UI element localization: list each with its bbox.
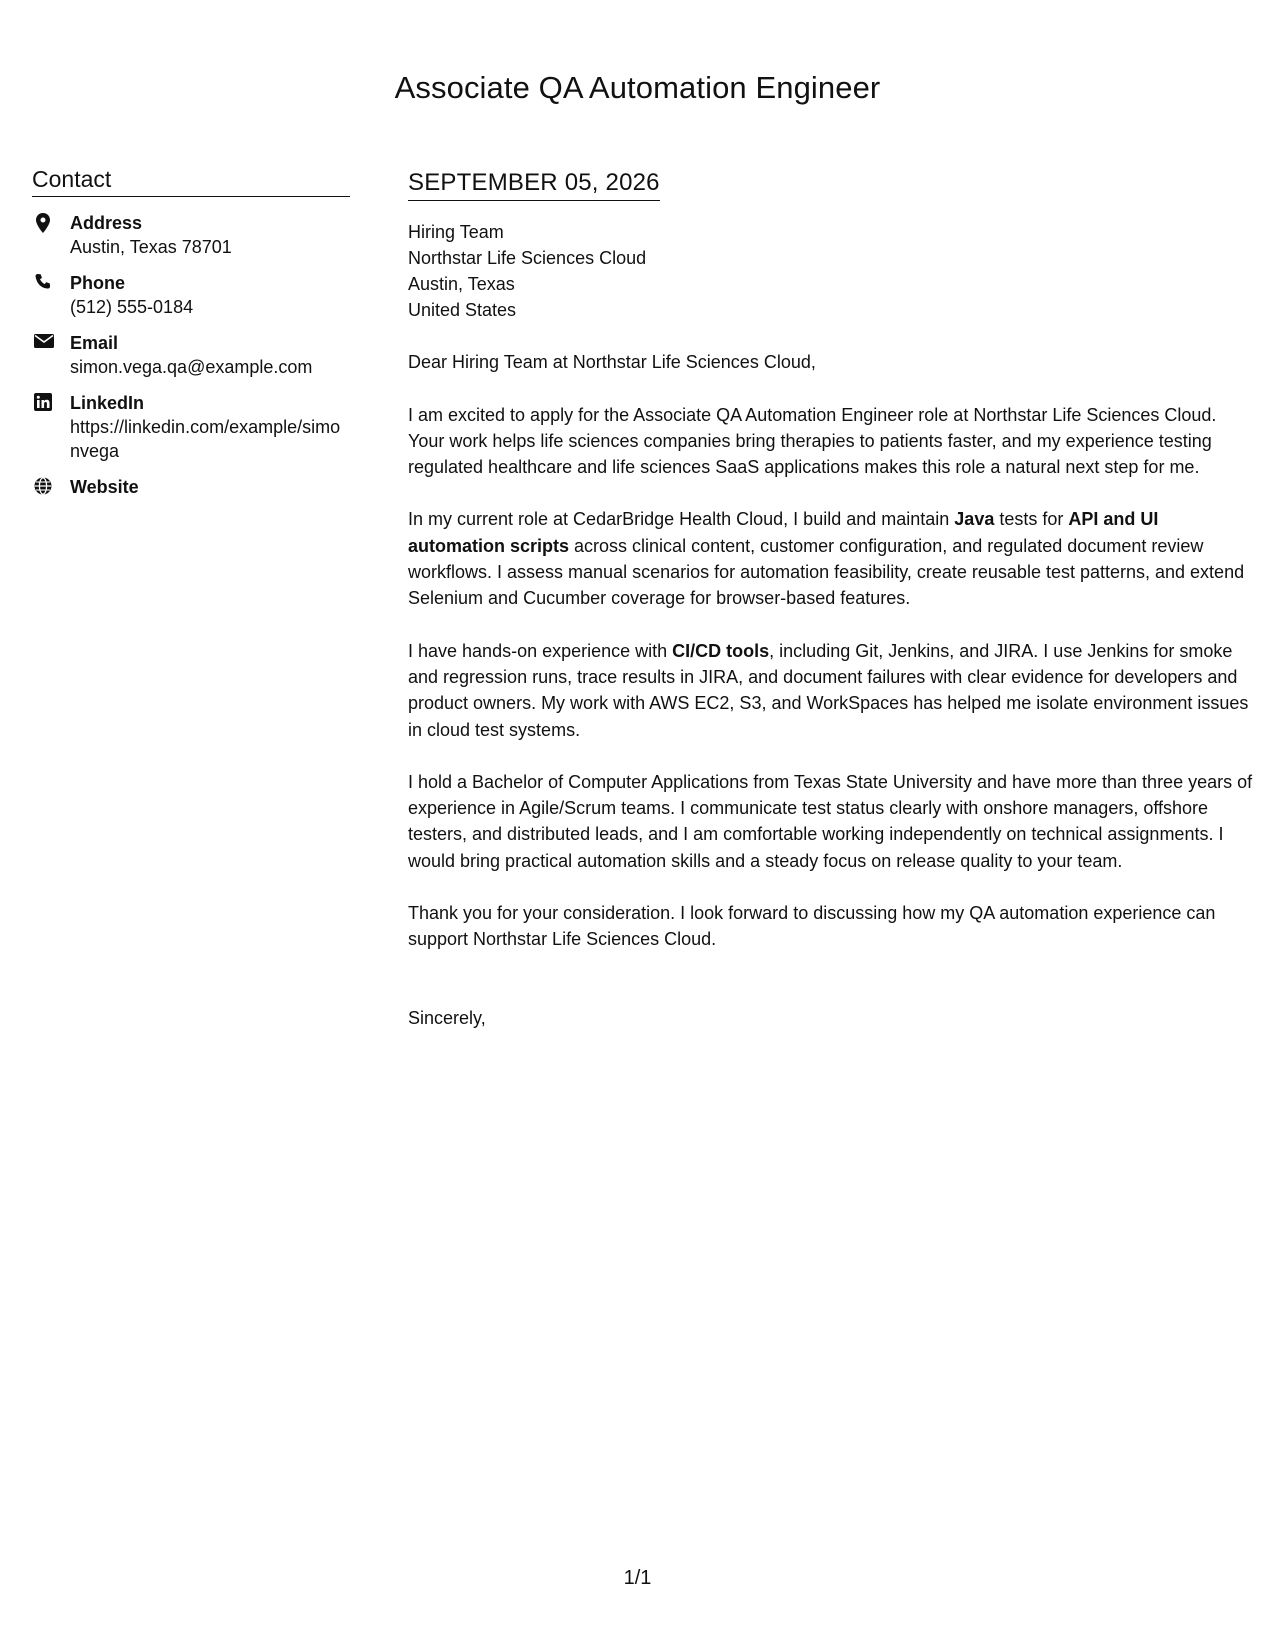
- globe-icon: [34, 477, 52, 495]
- address-value: Austin, Texas 78701: [70, 237, 232, 257]
- phone-icon: [34, 273, 52, 291]
- linkedin-value[interactable]: https://linkedin.com/example/simonvega: [70, 417, 341, 461]
- text-run: across clinical content, customer configuration, and regulated document review workflows. I assess manual scenarios for automation feasibility, create reusable test patterns, and extend Selenium and Cucumber coverage for browser-based features.: [408, 535, 1245, 609]
- salutation: Dear Hiring Team at Northstar Life Sciences Cloud,: [408, 352, 816, 373]
- recipient-line: Hiring Team: [408, 222, 504, 243]
- letter-date: SEPTEMBER 05, 2026: [408, 170, 660, 201]
- paragraph-thanks: Thank you for your consideration. I look forward to discussing how my QA automation experience can support Northstar Life Sciences Cloud.: [408, 903, 1216, 950]
- contact-item-phone: [32, 271, 350, 319]
- recipient-line: Austin, Texas: [408, 274, 515, 295]
- linkedin-icon: [34, 393, 52, 411]
- website-label: Website: [70, 477, 139, 497]
- paragraph-education: I hold a Bachelor of Computer Applications from Texas State University and have more than three years of experience in Agile/Scrum teams. I communicate test status clearly with onshore managers, offshore testers, and distributed leads, and I am comfortable working independently on technical assignments. I would bring practical automation skills and a steady focus on release quality to your team.: [408, 771, 1253, 871]
- contact-sidebar: [32, 166, 350, 511]
- page-title: Associate QA Automation Engineer: [394, 70, 881, 105]
- phone-value: (512) 555-0184: [70, 297, 194, 317]
- envelope-icon: [34, 333, 52, 351]
- recipient-line: United States: [408, 300, 517, 321]
- contact-item-email: [32, 331, 350, 379]
- paragraph-cicd: [408, 638, 1253, 743]
- paragraph-current-role: [408, 506, 1253, 611]
- paragraph-intro: I am excited to apply for the Associate QA Automation Engineer role at Northstar Life Sciences Cloud. Your work helps life sciences companies bring therapies to patients faster, and my experience testing regulated healthcare and life sciences SaaS applications makes this role a natural next step for me.: [408, 404, 1217, 478]
- recipient-line: Northstar Life Sciences Cloud: [408, 248, 647, 269]
- email-value[interactable]: simon.vega.qa@example.com: [70, 357, 313, 377]
- bold-text: API and UI automation scripts: [408, 509, 1159, 556]
- email-label: Email: [70, 333, 119, 353]
- contact-item-website: [32, 475, 350, 499]
- bold-text: Java: [954, 509, 995, 530]
- closing: Sincerely,: [408, 1007, 486, 1028]
- recipient-block: [408, 219, 1253, 323]
- text-run: In my current role at CedarBridge Health Cloud, I build and maintain: [408, 509, 955, 530]
- letter-body: [408, 170, 1253, 1031]
- bold-text: CI/CD tools: [672, 640, 770, 661]
- contact-item-linkedin: [32, 391, 350, 463]
- map-marker-icon: [34, 213, 52, 231]
- page-number: 1/1: [623, 1567, 652, 1589]
- linkedin-label: LinkedIn: [70, 393, 145, 413]
- text-run: , including Git, Jenkins, and JIRA. I use Jenkins for smoke and regression runs, trace results in JIRA, and document failures with clear evidence for developers and product owners. My work with AWS EC2, S3, and WorkSpaces has helped me isolate environment issues in cloud test systems.: [408, 640, 1249, 740]
- address-label: Address: [70, 213, 143, 233]
- contact-item-address: [32, 211, 350, 259]
- contact-heading: Contact: [32, 166, 350, 197]
- phone-label: Phone: [70, 273, 126, 293]
- text-run: I have hands-on experience with: [408, 640, 673, 661]
- text-run: tests for: [994, 509, 1069, 530]
